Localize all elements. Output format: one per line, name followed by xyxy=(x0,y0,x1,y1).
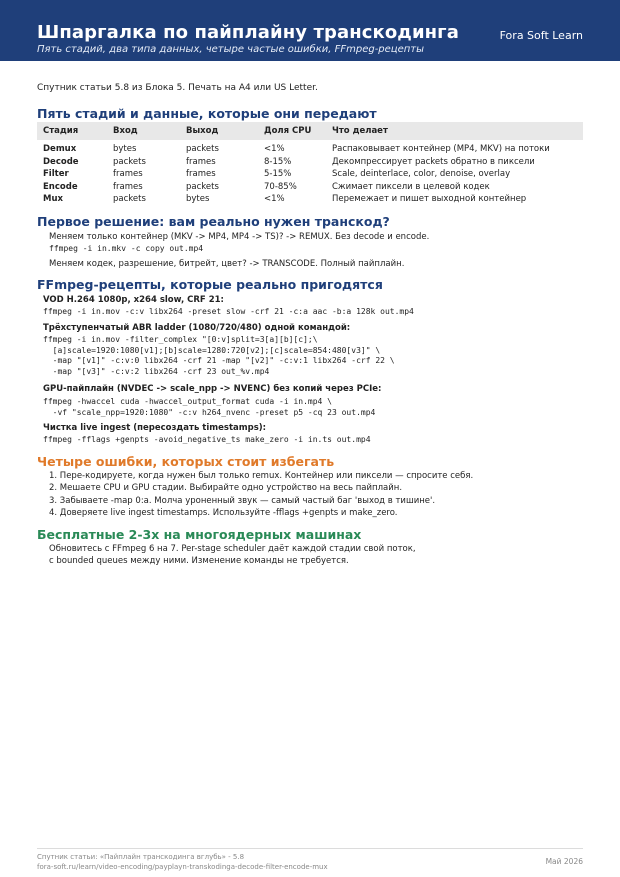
speedup-heading: Бесплатные 2-3x на многоядерных машинах xyxy=(37,527,362,542)
mistakes-list xyxy=(49,471,473,520)
page-title: Шпаргалка по пайплайну транскодинга xyxy=(37,22,459,43)
footer-url: fora-soft.ru/learn/video-encoding/payplayn-transkodinga-decode-filter-encode-mux xyxy=(37,863,328,871)
column-header: Выход xyxy=(186,126,219,136)
recipe-title: GPU-пайплайн (NVDEC -> scale_npp -> NVENC) без копий через PCIe: xyxy=(43,384,382,394)
column-header: Доля CPU xyxy=(264,126,312,136)
recipe-command: ffmpeg -i in.mov -c:v libx264 -preset slow -crf 21 -c:a aac -b:a 128k out.mp4 xyxy=(43,307,414,316)
table-row xyxy=(37,169,583,181)
table-cell: packets xyxy=(186,144,219,154)
recipes-heading: FFmpeg-рецепты, которые реально пригодятся xyxy=(37,277,383,292)
table-row xyxy=(37,182,583,194)
recipe-command: ffmpeg -hwaccel cuda -hwaccel_output_format cuda -i in.mp4 \ -vf "scale_npp=1920:1080" -c:v h264_nvenc -preset p5 -cq 23 out.mp4 xyxy=(43,397,376,417)
page-subtitle: Пять стадий, два типа данных, четыре частые ошибки, FFmpeg-рецепты xyxy=(37,44,425,55)
list-item: 2. Мешаете CPU и GPU стадии. Выбирайте одно устройство на весь пайплайн. xyxy=(49,483,403,494)
list-item: 4. Доверяете live ingest timestamps. Используйте -fflags +genpts и make_zero. xyxy=(49,507,398,518)
table-cell: Декомпрессирует packets обратно в пиксели xyxy=(332,156,535,167)
footer-article: Спутник статьи: «Пайплайн транскодинга вглубь» - 5.8 xyxy=(37,853,245,861)
table-row xyxy=(37,194,583,206)
table-cell: <1% xyxy=(264,144,285,154)
table-cell: packets xyxy=(113,194,146,204)
table-cell: Demux xyxy=(43,144,77,154)
remux-command: ffmpeg -i in.mkv -c copy out.mp4 xyxy=(49,244,204,253)
table-cell: 5-15% xyxy=(264,169,292,179)
recipe-title: Чистка live ingest (пересоздать timestamps): xyxy=(43,423,267,433)
brand-name: Fora Soft Learn xyxy=(499,29,583,42)
table-row xyxy=(37,144,583,156)
footer-date: Май 2026 xyxy=(545,857,583,866)
column-header: Стадия xyxy=(43,126,79,136)
table-cell: Перемежает и пишет выходной контейнер xyxy=(332,194,527,204)
speedup-text: с bounded queues между ними. Изменение команды не требуется. xyxy=(49,556,349,566)
footer-divider xyxy=(37,848,583,849)
table-header xyxy=(37,122,583,140)
first-decision-heading: Первое решение: вам реально нужен транскод? xyxy=(37,214,390,229)
table-cell: frames xyxy=(113,181,143,192)
intro-text: Спутник статьи 5.8 из Блока 5. Печать на A4 или US Letter. xyxy=(37,83,318,93)
table-cell: frames xyxy=(113,169,143,179)
list-item: 1. Пере-кодируете, когда нужен был только remux. Контейнер или пиксели — спросите себя. xyxy=(49,471,474,481)
speedup-text: Обновитесь с FFmpeg 6 на 7. Per-stage scheduler даёт каждой стадии свой поток, xyxy=(49,544,416,554)
recipe-command: ffmpeg -i in.mov -filter_complex "[0:v]split=3[a][b][c];\ [a]scale=1920:1080[v1];[b]scale=1280:720[v2];[c]scale=854:480[v3]" \ -map "[v1]" -c:v:0 libx264 -crf 21 -map "[v2]" -c:v:1 libx264 -crf 22 \ -map "[v3]" -c:v:2 libx264 -crf 23 out_%v.mp4 xyxy=(43,335,395,376)
mistakes-heading: Четыре ошибки, которых стоит избегать xyxy=(37,454,335,469)
table-cell: 8-15% xyxy=(264,156,292,167)
table-cell: frames xyxy=(186,169,216,179)
remux-text: Меняем только контейнер (MKV -> MP4, MP4 -> TS)? -> REMUX. Без decode и encode. xyxy=(49,232,430,242)
header-banner xyxy=(0,0,620,61)
table-cell: <1% xyxy=(264,194,285,204)
table-cell: Filter xyxy=(43,169,69,179)
table-row xyxy=(37,157,583,169)
list-item: 3. Забываете -map 0:a. Молча уроненный звук — самый частый баг 'выход в тишине'. xyxy=(49,495,436,506)
table-cell: bytes xyxy=(186,194,210,204)
table-cell: 70-85% xyxy=(264,181,297,192)
column-header: Вход xyxy=(113,126,138,136)
table-cell: Распаковывает контейнер (MP4, MKV) на потоки xyxy=(332,144,550,154)
table-cell: Scale, deinterlace, color, denoise, overlay xyxy=(332,169,511,179)
table-cell: packets xyxy=(113,156,146,167)
table-cell: bytes xyxy=(113,144,137,154)
recipe-title: VOD H.264 1080p, x264 slow, CRF 21: xyxy=(43,295,224,305)
transcode-text: Меняем кодек, разрешение, битрейт, цвет? -> TRANSCODE. Полный пайплайн. xyxy=(49,259,405,269)
table-cell: Mux xyxy=(43,194,63,204)
recipe-command: ffmpeg -fflags +genpts -avoid_negative_ts make_zero -i in.ts out.mp4 xyxy=(43,435,371,444)
table-cell: Decode xyxy=(43,156,79,167)
table-cell: Encode xyxy=(43,181,78,192)
table-cell: frames xyxy=(186,156,216,167)
column-header: Что делает xyxy=(332,126,388,136)
table-cell: packets xyxy=(186,181,219,192)
stages-heading: Пять стадий и данные, которые они передают xyxy=(37,106,377,121)
recipe-title: Трёхступенчатый ABR ladder (1080/720/480) одной командой: xyxy=(43,323,351,333)
table-cell: Сжимает пиксели в целевой кодек xyxy=(332,181,490,192)
